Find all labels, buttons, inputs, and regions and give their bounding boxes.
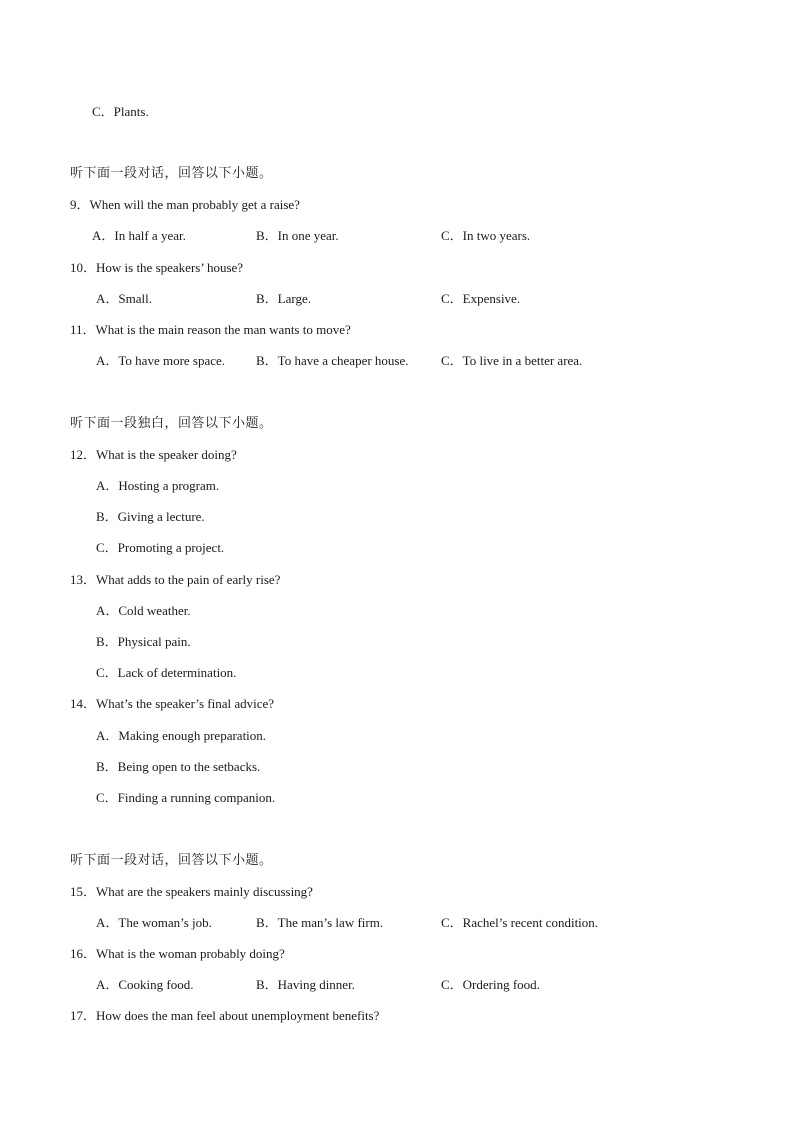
q10-option-b: B．Large. — [256, 291, 311, 306]
q10-option-a: A．Small. — [96, 291, 152, 306]
q13-option-c: C．Lack of determination. — [96, 665, 237, 680]
q9-option-a: A．In half a year. — [92, 228, 186, 243]
q11-option-c: C．To live in a better area. — [441, 353, 583, 368]
question-17: 17．How does the man feel about unemployment benefits? — [70, 1008, 380, 1023]
q13-option-a: A．Cold weather. — [96, 603, 191, 618]
q16-option-b: B．Having dinner. — [256, 977, 355, 992]
q15-option-b: B．The man’s law firm. — [256, 915, 384, 930]
q12-option-a: A．Hosting a program. — [96, 478, 220, 493]
q13-option-b: B．Physical pain. — [96, 634, 191, 649]
question-11: 11．What is the main reason the man wants to move? — [70, 322, 351, 337]
q14-option-a: A．Making enough preparation. — [96, 728, 267, 743]
question-12: 12．What is the speaker doing? — [70, 447, 237, 462]
q12-option-c: C．Promoting a project. — [96, 540, 225, 555]
question-14: 14．What’s the speaker’s final advice? — [70, 696, 275, 711]
q10-option-c: C．Expensive. — [441, 291, 521, 306]
q9-option-c: C．In two years. — [441, 228, 531, 243]
q9-option-b: B．In one year. — [256, 228, 339, 243]
question-13: 13．What adds to the pain of early rise? — [70, 572, 281, 587]
section-heading: 听下面一段独白，回答以下小题。 — [70, 416, 273, 431]
question-10: 10．How is the speakers’ house? — [70, 260, 244, 275]
q11-option-a: A．To have more space. — [96, 353, 226, 368]
q15-option-c: C．Rachel’s recent condition. — [441, 915, 599, 930]
q12-option-b: B．Giving a lecture. — [96, 509, 205, 524]
q16-option-c: C．Ordering food. — [441, 977, 540, 992]
q15-option-a: A．The woman’s job. — [96, 915, 212, 930]
q11-option-b: B．To have a cheaper house. — [256, 353, 409, 368]
question-15: 15．What are the speakers mainly discussing? — [70, 884, 313, 899]
section-heading: 听下面一段对话，回答以下小题。 — [70, 166, 273, 181]
q14-option-b: B．Being open to the setbacks. — [96, 759, 261, 774]
question-9: 9．When will the man probably get a raise? — [70, 197, 300, 212]
option-c: C．Plants. — [92, 104, 149, 119]
section-heading: 听下面一段对话，回答以下小题。 — [70, 853, 273, 868]
question-16: 16．What is the woman probably doing? — [70, 946, 285, 961]
q16-option-a: A．Cooking food. — [96, 977, 194, 992]
q14-option-c: C．Finding a running companion. — [96, 790, 276, 805]
